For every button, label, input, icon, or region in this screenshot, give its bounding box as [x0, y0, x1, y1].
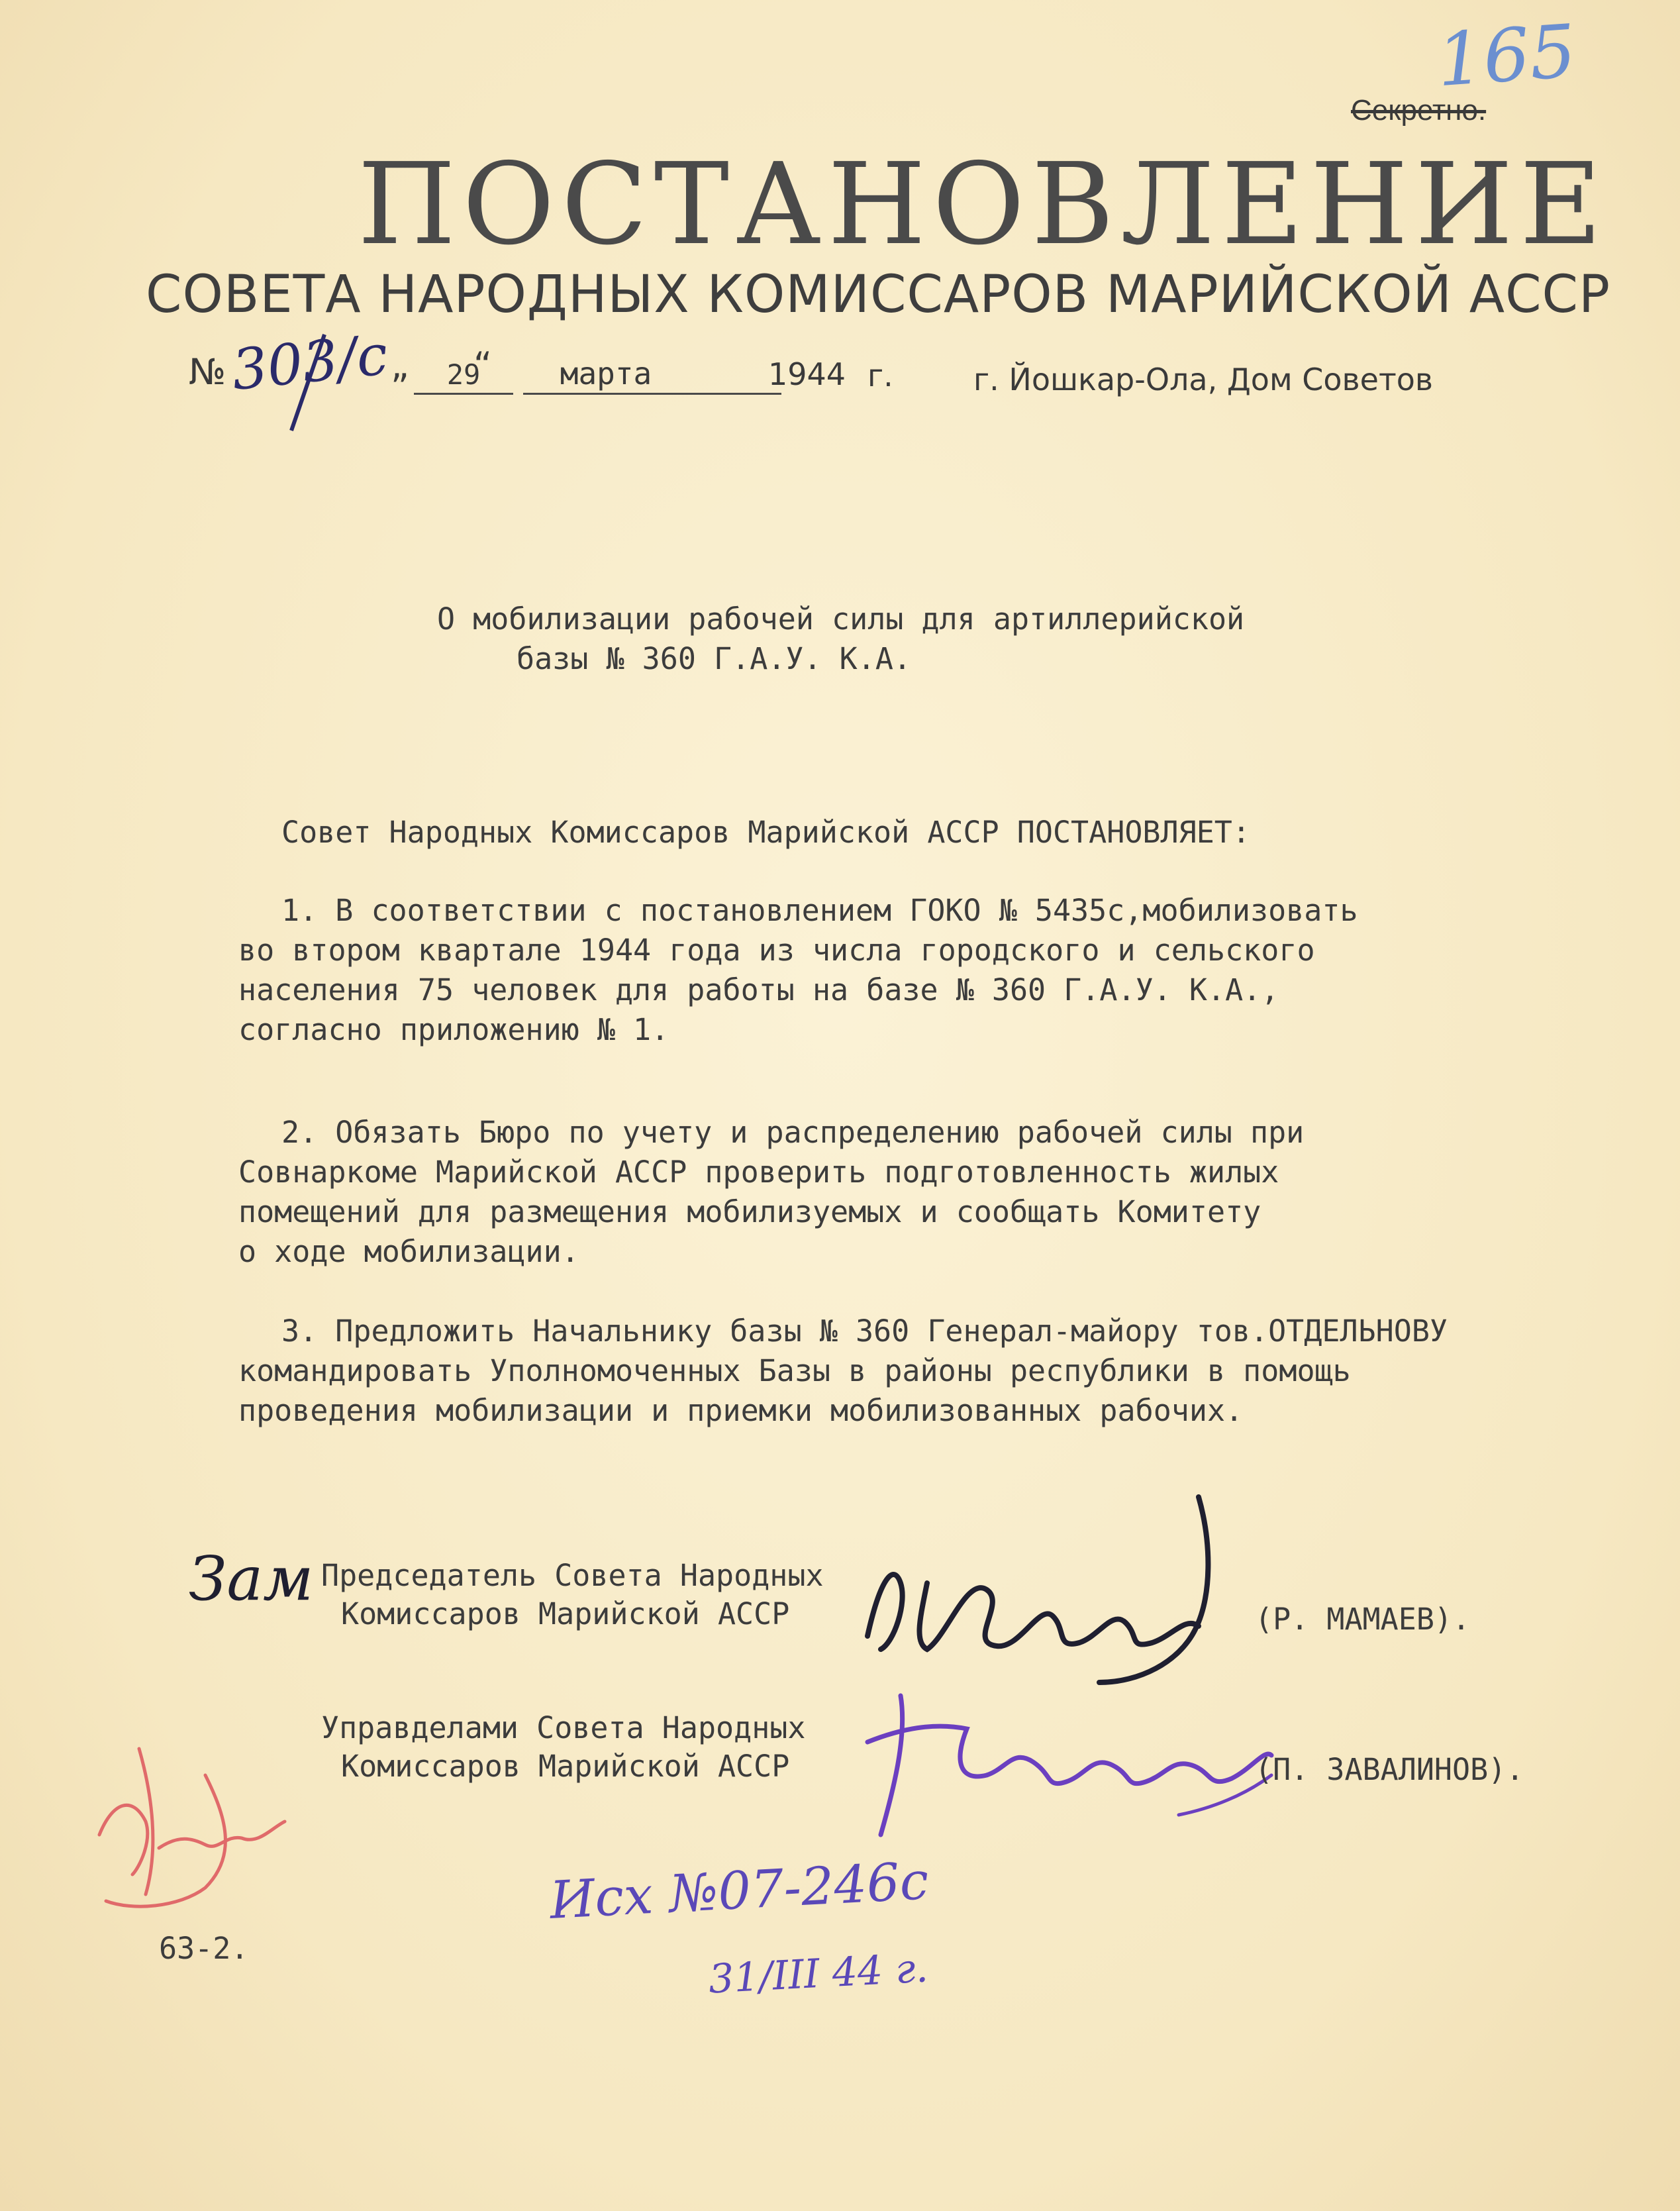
chairman-name: (Р. МАМАЕВ). — [1255, 1602, 1471, 1637]
item-1-line-4: согласно приложению № 1. — [238, 1012, 669, 1047]
item-2-line-1: 2. Обязать Бюро по учету и распределению рабочей силы при — [281, 1115, 1305, 1150]
item-3-line-1: 3. Предложить Начальнику базы № 360 Генерал-майору тов.ОТДЕЛЬНОВУ — [281, 1313, 1448, 1349]
number-label: № — [189, 351, 226, 393]
resolution-item-1 — [238, 891, 1358, 1050]
item-2-line-3: помещений для размещения мобилизуемых и сообщать Комитету — [238, 1194, 1261, 1229]
preamble: Совет Народных Комиссаров Марийской АССР ПОСТАНОВЛЯЕТ: — [281, 815, 1250, 850]
chairman-title — [321, 1557, 824, 1633]
resolution-item-3 — [238, 1311, 1448, 1431]
chairman-signature — [854, 1484, 1252, 1702]
manager-title — [321, 1709, 806, 1786]
item-2-line-4: о ходе мобилизации. — [238, 1234, 579, 1269]
manager-signature — [861, 1682, 1285, 1841]
subject-block — [437, 599, 1244, 679]
chairman-title-line-2: Комиссаров Марийской АССР — [341, 1596, 790, 1631]
date-month-value: марта — [560, 356, 652, 391]
manager-name: (П. ЗАВАЛИНОВ). — [1255, 1752, 1524, 1787]
subject-line-1: О мобилизации рабочей силы для артиллерийской — [437, 601, 1245, 637]
item-1-line-3: населения 75 человек для работы на базе № 360 Г.А.У. К.А., — [238, 972, 1279, 1007]
item-1-line-1: 1. В соответствии с постановлением ГОКО № 5435с,мобилизовать — [281, 893, 1358, 928]
deputy-handwritten-note: Зам — [189, 1543, 314, 1614]
item-1-line-2: во втором квартале 1944 года из числа городского и сельского — [238, 933, 1315, 968]
date-close-quote: “ — [473, 344, 492, 386]
classification-mark — [1351, 94, 1486, 127]
subject-line-2: базы № 360 Г.А.У. К.А. — [517, 641, 912, 676]
issue-location: г. Йошкар-Ола, Дом Советов — [973, 362, 1433, 397]
date-day — [414, 351, 513, 395]
resolution-item-2 — [238, 1113, 1304, 1272]
red-pencil-mark — [73, 1722, 291, 1921]
chairman-title-line-1: Председатель Совета Народных — [321, 1558, 824, 1593]
outgoing-number: Исх №07-246с — [548, 1851, 930, 1931]
date-open-quote: „ — [391, 344, 409, 386]
manager-title-line-1: Управделами Совета Народных — [321, 1710, 806, 1745]
issuing-authority: СОВЕТА НАРОДНЫХ КОМИССАРОВ МАРИЙСКОЙ АССР — [146, 265, 1611, 325]
outgoing-date: 31/III 44 г. — [707, 1945, 930, 2003]
item-3-line-2: командировать Уполномоченных Базы в районы республики в помощь — [238, 1353, 1351, 1388]
date-month — [523, 351, 781, 395]
item-2-line-2: Совнаркоме Марийской АССР проверить подготовленность жилых — [238, 1155, 1279, 1190]
date-year: 1944 — [768, 356, 846, 392]
manager-title-line-2: Комиссаров Марийской АССР — [341, 1749, 790, 1784]
date-day-value: 29 — [446, 358, 481, 391]
archive-number: 165 — [1434, 8, 1579, 103]
item-3-line-3: проведения мобилизации и приемки мобилизованных рабочих. — [238, 1393, 1244, 1428]
classification-text: Секретно. — [1351, 94, 1487, 127]
number-slash-stroke — [278, 331, 331, 437]
document-number: 303/с — [228, 321, 391, 403]
date-year-suffix: г. — [867, 358, 893, 393]
typist-code: 63-2. — [159, 1931, 249, 1966]
document-title: ПОСТАНОВЛЕНИЕ — [358, 139, 1608, 270]
